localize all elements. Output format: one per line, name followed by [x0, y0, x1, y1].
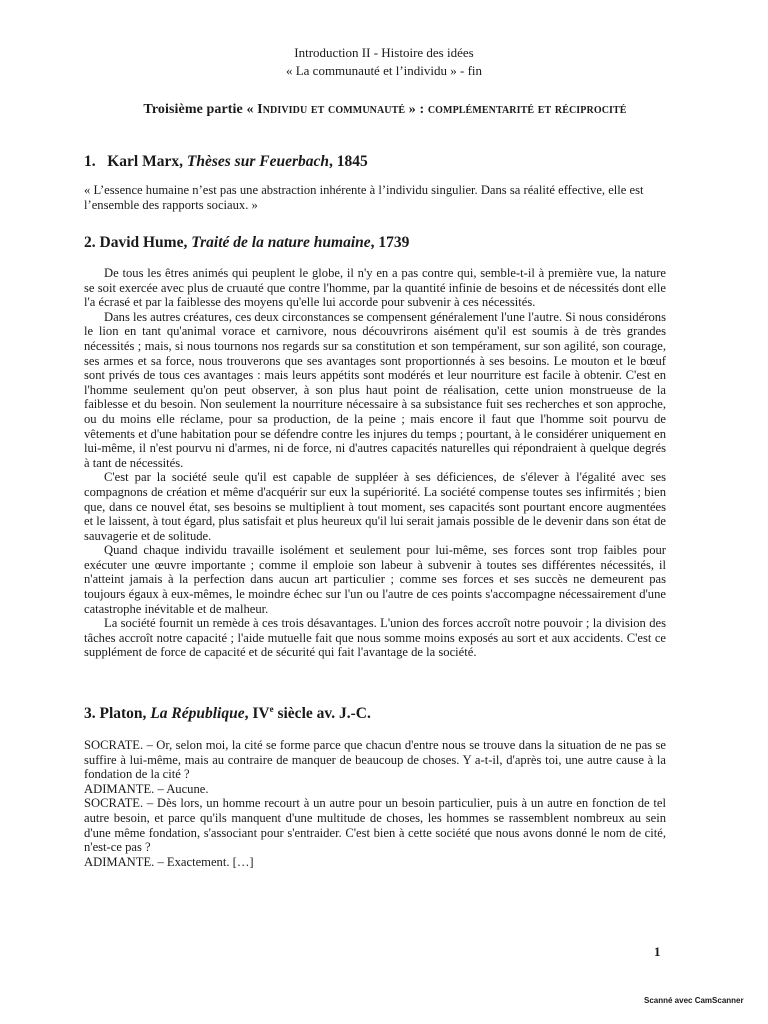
part-title-middle: » :: [405, 102, 428, 117]
part-title: [60, 102, 710, 118]
section-1-heading: [84, 153, 368, 171]
document-header: [0, 44, 768, 80]
section-3-year-post: siècle av. J.-C.: [273, 705, 371, 723]
section-2-paragraph: La société fournit un remède à ces trois désavantages. L'union des forces accroît notre pouvoir ; la division des tâches accroît notre capacité ; l'aide mutuelle fait que nous somme moins exposés au sort et aux accidents. C'est ce supplément de force de capacité et de sécurité qui fait l'avantage de la société.: [84, 616, 666, 660]
section-3-author: Platon,: [99, 705, 151, 723]
section-2-text: [84, 266, 666, 660]
dialogue-line: ADIMANTE. – Exactement. […]: [84, 854, 254, 869]
dialogue-line: SOCRATE. – Dès lors, un homme recourt à un autre pour un besoin particulier, puis à un autre en fonction de tel autre besoin, et parce qu'ils manquent d'une multitude de choses, les hommes se rassemblent nombreux au sein d'une même fondation, s'associant pour s'entraider. C'est bien à cette société que nous avons donné le nom de cité, n'est-ce pas ?: [84, 796, 666, 855]
section-2-paragraph: Quand chaque individu travaille isolément et seulement pour lui-même, ses forces sont trop faibles pour exécuter une œuvre importante ; comme il emploie son labeur à subvenir à toutes ses différentes nécessités, il n'atteint jamais à la perfection dans aucun art particulier ; comme ses forces et ses succès ne demeurent pas toujours égaux à eux-mêmes, le moindre échec sur l'un ou l'autre de ces points s'accompagne nécessairement d'une catastrophe inévitable et de malheur.: [84, 543, 666, 616]
section-3-dialogue: [84, 738, 666, 869]
part-title-subtitle: complémentarité et réciprocité: [427, 102, 627, 117]
section-2-work: Traité de la nature humaine: [191, 234, 371, 251]
part-title-main: Individu et communauté: [257, 102, 406, 117]
section-3-heading: [84, 704, 371, 723]
section-2-paragraph: Dans les autres créatures, ces deux circonstances se compensent généralement l'une l'autre. Si nous considérons le lion en tant qu'animal vorace et carnivore, nous découvrirons aisément qu'il est soumis à de très grandes nécessités ; mais, si nous tournons nos regards sur sa constitution et son tempérament, sur son agilité, son courage, ses armes et sa force, nous trouverons que ses avantages sont proportionnés à ses besoins. Le mouton et le bœuf sont privés de tous ces avantages : mais leurs appétits sont modérés et leur nourriture est facile à obtenir. C'est en l'homme seulement qu'on peut observer, à son plus haut point de réalisation, cette union monstrueuse de la faiblesse et du besoin. Non seulement la nourriture nécessaire à sa subsistance fuit ses recherches et son approche, ou du moins elle réclame, pour sa production, de la peine ; mais encore il faut que l'homme soit pourvu de vêtements et d'une habitation pour se défendre contre les injures du temps ; pourtant, à le considérer uniquement en lui-même, il n'est pourvu ni d'armes, ni de force, ni d'autres capacités naturelles qui répondraient à quelque degrés à tant de nécessités.: [84, 309, 666, 470]
section-2-year: , 1739: [370, 234, 410, 251]
section-1-work: Thèses sur Feuerbach: [186, 153, 329, 170]
section-3-year-sup: e: [269, 704, 274, 714]
header-course-title: Introduction II - Histoire des idées: [294, 45, 474, 60]
section-1-author: Karl Marx,: [107, 153, 187, 170]
header-course-subtitle: « La communauté et l’individu » - fin: [285, 63, 483, 78]
section-1-number: 1.: [84, 153, 96, 170]
section-1-quote: « L’essence humaine n’est pas une abstraction inhérente à l’individu singulier. Dans sa réalité effective, elle est l’ensemble des rapports sociaux. »: [84, 183, 644, 212]
dialogue-line: ADIMANTE. – Aucune.: [84, 781, 209, 796]
page-number: 1: [654, 944, 661, 959]
section-2-number: 2.: [84, 234, 96, 251]
section-3-year-pre: , IV: [244, 705, 270, 723]
scanner-watermark: Scanné avec CamScanner: [644, 996, 744, 1005]
part-title-prefix: Troisième partie «: [143, 102, 258, 117]
section-2-heading: [84, 234, 409, 252]
section-2-paragraph: De tous les êtres animés qui peuplent le globe, il n'y en a pas contre qui, semble-t-il à première vue, la nature se soit exercée avec plus de cruauté que contre l'homme, par la quantité infinie de besoins et de nécessités dont elle l'a écrasé et par la faiblesse des moyens qu'elle lui accorde pour subvenir à ces nécessités.: [84, 266, 666, 310]
dialogue-line: SOCRATE. – Or, selon moi, la cité se forme parce que chacun d'entre nous se trouve dans la situation de ne pas se suffire à lui-même, mais au contraire de manquer de beaucoup de choses. Y a-t-il, d'après toi, une autre cause à la fondation de la cité ?: [84, 738, 666, 782]
section-3-number: 3.: [84, 705, 96, 723]
section-2-author: David Hume,: [99, 234, 192, 251]
section-3-work: La République: [150, 705, 245, 723]
section-2-paragraph: C'est par la société seule qu'il est capable de suppléer à ses déficiences, de s'élever à l'égalité avec ses compagnons de création et même d'acquérir sur eux la supériorité. La société compense toutes ses infirmités ; bien que, dans ce nouvel état, ses besoins se multiplient à tout moment, ses capacités sont pourtant encore augmentées et le laissent, à tout égard, plus satisfait et plus heureux qu'il lui serait jamais possible de le devenir dans son état de sauvagerie et de solitude.: [84, 470, 666, 543]
section-1-year: , 1845: [329, 153, 368, 170]
